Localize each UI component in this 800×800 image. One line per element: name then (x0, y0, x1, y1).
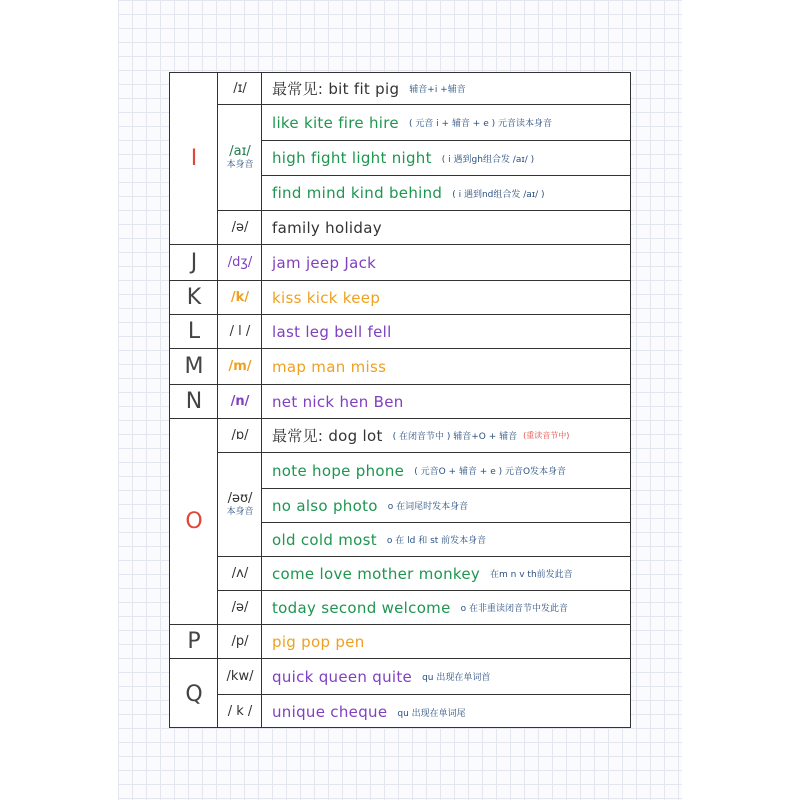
phonetic-schwa-2: /ə/ (218, 591, 262, 625)
row-n: net nick hen Ben (262, 385, 630, 419)
row-o-wedge: come love mother monkey 在m n v th前发此音 (262, 557, 630, 591)
row-k: kiss kick keep (262, 281, 630, 315)
row-o-long-3: old cold most o 在 ld 和 st 前发本身音 (262, 523, 630, 557)
row-o-long-2: no also photo o 在词尾时发本身音 (262, 489, 630, 523)
phonetic-k: /k/ (218, 281, 262, 315)
phonetic-kw: /kw/ (218, 659, 262, 695)
letter-n: N (170, 385, 218, 419)
phonetic-o-short: /ɒ/ (218, 419, 262, 453)
phonics-table (169, 72, 631, 728)
letter-m: M (170, 349, 218, 385)
row-q-kw: quick queen quite qu 出现在单词首 (262, 659, 630, 695)
phonetic-l: / l / (218, 315, 262, 349)
letter-l: L (170, 315, 218, 349)
row-i-long-2: high fight light night ( i 遇到gh组合发 /aɪ/ ) (262, 141, 630, 176)
phonetic-i-short: /ɪ/ (218, 73, 262, 105)
letter-p: P (170, 625, 218, 659)
phonetic-dj: /dʒ/ (218, 245, 262, 281)
phonetic-m: /m/ (218, 349, 262, 385)
row-i-schwa: family holiday (262, 211, 630, 245)
phonetic-schwa: /ə/ (218, 211, 262, 245)
row-q-k: unique cheque qu 出现在单词尾 (272, 703, 466, 721)
phonetic-wedge: /ʌ/ (218, 557, 262, 591)
letter-o: O (170, 419, 218, 625)
row-o-schwa: today second welcome o 在非重读闭音节中发此音 (262, 591, 630, 625)
phonetic-k-2: / k / (227, 704, 253, 720)
letter-q: Q (185, 681, 203, 707)
phonetic-p: /p/ (218, 625, 262, 659)
letter-k: K (170, 281, 218, 315)
row-i-short: 最常见: bit fit pig 辅音+i +辅音 (262, 73, 630, 105)
row-o-long-1: note hope phone ( 元音O + 辅音 + e ) 元音O发本身音 (262, 453, 630, 489)
row-i-long-3: find mind kind behind ( i 遇到nd组合发 /aɪ/ ) (262, 176, 630, 211)
phonetic-ai: /aɪ/ 本身音 (218, 105, 262, 211)
row-m: map man miss (262, 349, 630, 385)
phonetic-ou: /əʊ/ 本身音 (218, 453, 262, 557)
row-p: pig pop pen (262, 625, 630, 659)
letter-j: J (170, 245, 218, 281)
row-j: jam jeep Jack (262, 245, 630, 281)
row-i-long-1: like kite fire hire ( 元音 i + 辅音 + e ) 元音读本身音 (262, 105, 630, 141)
row-l: last leg bell fell (262, 315, 630, 349)
letter-i: I (170, 73, 218, 245)
row-o-short: 最常见: dog lot ( 在闭音节中 ) 辅音+O + 辅音 (重读音节中) (262, 419, 630, 453)
phonetic-n: /n/ (218, 385, 262, 419)
